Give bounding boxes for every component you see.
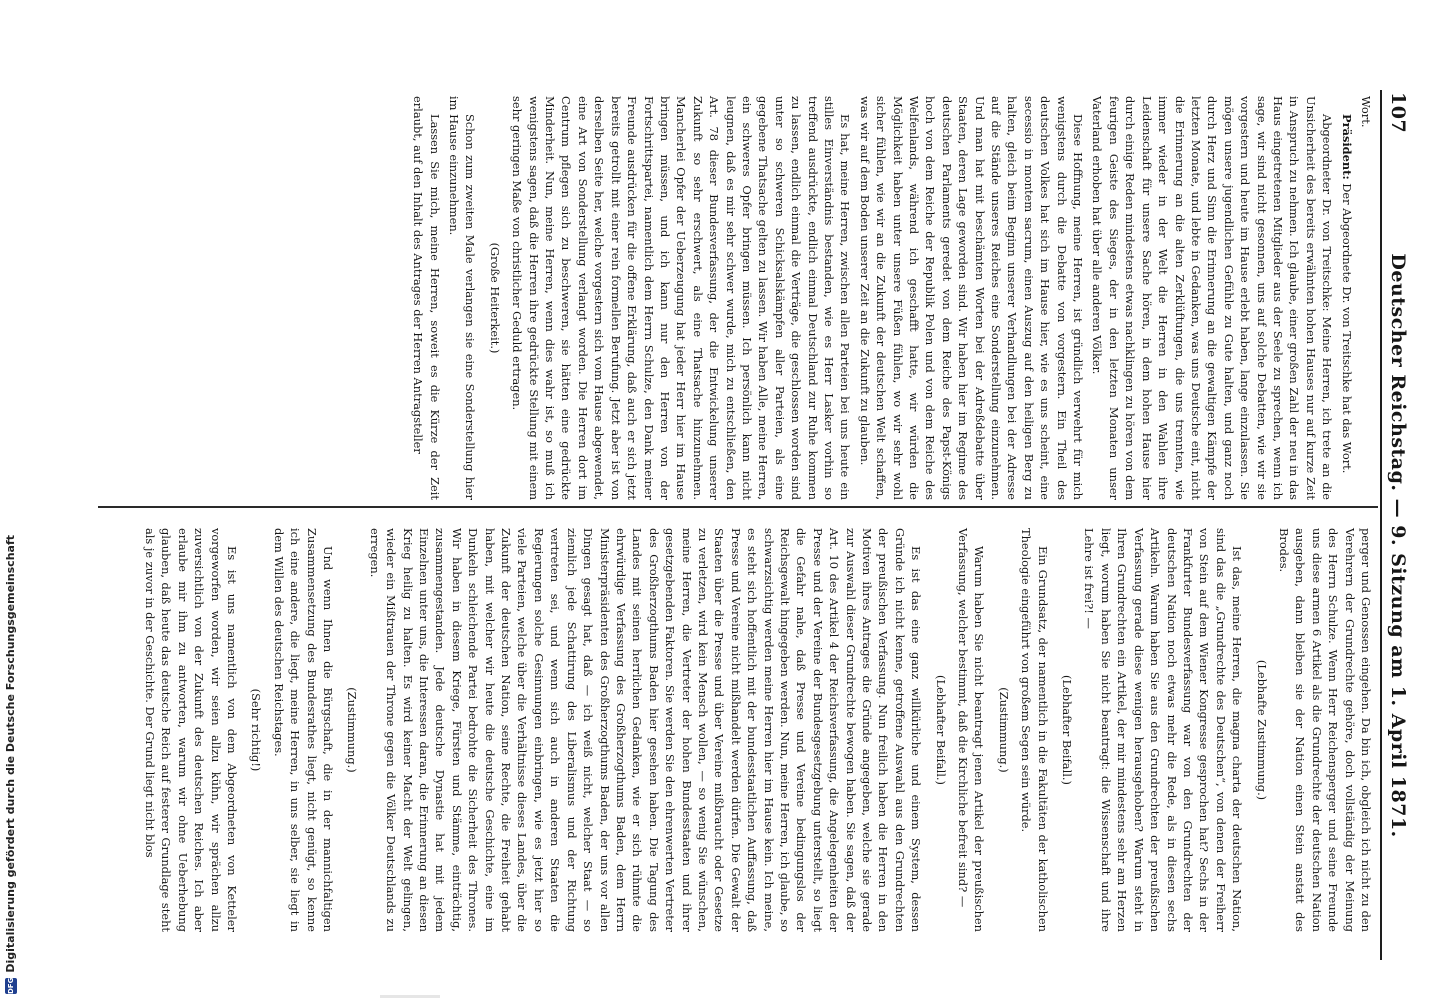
interjection: (Zustimmung.)	[345, 687, 360, 773]
paragraph	[1338, 96, 1354, 500]
column-divider	[98, 506, 1378, 508]
paragraph: Es ist das eine ganz willkürliche und einem System, dessen Gründe ich nicht kenne, getroffene Auswahl aus den Grundrechten der preußischen Verfassung. Nun freilich haben die Herren in den Motiven ihres Antrages die Gründe angegeben, welche sie gerade zur Auswahl dieser Grundrechte bewogen haben. Sie sagen, daß der Art. 10 des Artikel 4 der Reichsverfassung, die Angelegenheiten der Presse und der Vereine der Bundesgesetzgebung unterstellt, so liegt die Gefahr nahe, daß Presse und Vereine bedingungslos der Reichsgewalt hingegeben werden. Nun, meine Herren, ich glaube, so schwarzsichtig werden meine Herren hier im Hause kein. Ich meine, es steht sich hoffentlich mit der bundesstaatlichen Auffassung, daß Presse und Vereine nicht mißhandelt werden dürfen. Die Gewalt der Staaten über die Presse und über Vereine mißbraucht oder Gesetze zu verletzen, wird kein Mensch wollen, — so wenig Sie wünschen, meine Herren, die Vertreter der hohen Bundesstaaten und ihrer gesetzgebenden Faktoren. Sie werden Sie den ehrenwerten Vertreter des Großherzogthums Baden hier gesehen haben. Die Tagung des Landes mit seinen herrlichen Gedanken, wie er sich rühmte die ehrwürdige Verfassung des Großherzogthums Baden, dem Herrn Ministerpräsidenten des Großherzogthums Baden, der uns vor allen Dingen gesagt hat, daß — ich weiß nicht, welcher Staat — so ziemlich jede Schattirung des Liberalismus und der Richtung vertreten sei, und wenn sich auch in anderen Staaten die Regierungen solche Gesinnungen einbringen, wie es jetzt hier so viele Parteien, welche über die Verhältnisse dieses Landes, über die Zukunft der deutschen Nation, seine Rechte, die Freiheit gehabt haben, mit welcher wir heute die deutsche Geschichte, eine im Dunkeln schleichende Partei bedrohte die Sicherheit des Thrones. Wir haben in diesem Kriege, Fürsten und Stämme, einträchtig, zusammengestanden. Jede deutsche Dynastie hat mit jedem Einzelnen unter uns, die Interessen daran, die Erinnerung an diesen Krieg heilig zu halten. Es wird keiner Macht der Welt gelingen, wieder ein Mißtrauen der Throne gegen die Völker Deutschlands zu erregen.	[367, 528, 924, 932]
dfg-logo-icon: DFG	[7, 977, 15, 994]
interjection: (Sehr richtig!)	[249, 688, 264, 772]
paragraph: Es hat, meine Herren, zwischen allen Parteien bei uns heute ein stilles Einverständnis bestanden, wie es Herr Lasker vorhin so treffend ausdrückte, endlich einmal Deutschland zur Ruhe kommen zu lassen, endlich einmal die Verträge, die geschlossen worden sind unter so schweren Schicksalskämpfen aller Parteien, als eine gegebene Thatsache gelten zu lassen. Wir haben Alle, meine Herren, ein schweres Opfer bringen müssen. Ich persönlich kann nicht leugnen, daß es mir sehr schwer wurde, mich zu entschließen, den Art. 78 dieser Bundesverfassung, der die Entwickelung unserer Zukunft so sehr erschwert, als eine Thatsache hinzunehmen. Mancherlei Opfer der Ueberzeugung hat jeder Herr hier im Hause bringen müssen, und ich kann nur den Herren von der Fortschrittspartei, namentlich dem Herrn Schulze, den Dank meiner Freunde ausdrücken für die offene Erklärung, daß auch er sich jetzt bereits getrollt mit einer rein formellen Berufung. Jetzt aber ist von derselben Seite her, welche vorgestern sich vom Hause abgewendet, eine Art von Sonderstellung verlangt worden. Die Herren dort im Centrum pflegen sich zu beschweren, sie hätten eine gedrückte Minderheit. Nun, meine Herren, wenn dies wahr ist, so muß ich wenigstens sagen, daß die Herren ihre gedrückte Stellung mit einem sehr geringen Maße von christlicher Geduld ertragen.	[510, 96, 853, 500]
paragraph: Wort.	[1359, 96, 1373, 128]
header-rule	[1380, 90, 1382, 960]
paragraph: Ein Grundsatz, der namentlich in die Fakultäten der katholischen Theologie eingeführt von großem Segen sein würde.	[1019, 528, 1050, 932]
paragraph: Abgeordneter Dr. von Treitschke: Meine Herren, ich trete an die Unsicherheit des bereits erwähnten hohen Hauses nur auf kurze Zeit in Anspruch zu nehmen. Ich glaube, einer großen Zahl der neu in das Haus eingetretenen Mitglieder aus der Seele zu sprechen, wenn ich sage, wir sind nicht gesonnen, uns auf solche Debatten, wie wir sie vorgestern und heute im Hause erlebt haben, lange einzulassen. Sie mögen unsere jugendlichen Gefühle zu Gute halten, und ganz noch durch Herz und Sinn die Erinnerung an die gewaltigen Kämpfe der letzten Monate, und lebte in Gedanken, was uns Deutsche eint, nicht die Erinnerung an die alten Zerklüftungen, die uns trennten, wie immer wieder in der Welt die Herren in den Wahlen ihre Leidenschaft für unsere Sache hören, in dem hohen Hause hier durch einige Reden mindestens etwas nachklingen zu hören von dem feurigen Geiste des Sieges, der in den letzten Monaten unser Vaterland erhoben hat über alle anderen Völker.	[1090, 96, 1335, 500]
page-header-title: Deutscher Reichstag. — 9. Sitzung am 1. April 1871.	[1387, 253, 1409, 838]
interjection: (Lebhafter Beifall.)	[1060, 675, 1075, 785]
interjection: (Lebhafte Zustimmung.)	[1254, 659, 1269, 801]
paragraph: Lassen Sie mich, meine Herren, soweit es die Kürze der Zeit erlaubt, auf den Inhalt des Antrages der Herren Antragsteller	[411, 96, 442, 500]
paragraph: Ist das, meine Herren, die magna charta der deutschen Nation, sind das die „Grundrechte des Deutschen“, von denen der Freiherr von Stein auf dem Wiener Kongresse gesprochen hat? Sechs in der Frankfurter Bundesverfassung war von den Grundrechten der deutschen Nation noch etwas mehr die Rede, als in diesen sechs Artikeln. Warum haben Sie aus den Grundrechten der preußischen Verfassung gerade diese wenigen herausgehoben? Warum steht in Ihren Grundrechten ein Artikel, der mir mindestens sehr am Herzen liegt, worum haben Sie nicht beantragt: die Wissenschaft und ihre Lehre ist frei?! —	[1082, 528, 1245, 932]
digitization-credit	[0, 0, 22, 1000]
credit-text: Digitalisierung gefördert durch die Deutsche Forschungsgemeinschaft	[4, 534, 17, 973]
speaker-label: Präsident:	[1339, 114, 1354, 180]
paragraph: perger und Genossen eingehen. Da bin ich, obgleich ich nicht zu den Verehrern der Grundrechte gehöre, doch vollständig der Meinung des Herrn Schulze. Wenn Herr Reichensperger und seine Freunde uns diese armen 6 Artikel als die Grundrechte der deutschen Nation ausgeben, dann bleiben sie der Nation einen Stein anstatt des Brodes.	[1276, 528, 1373, 932]
paragraph: Warum haben Sie nicht beantragt jenen Artikel der preußischen Verfassung, welcher bestimmt, daß die Kirchliche befreit sind? —	[956, 528, 987, 932]
paragraph: Diese Hoffnung, meine Herren, ist gründlich verwehrt für mich wenigstens durch die Debatte von vorgestern. Ein Theil des deutschen Volkes hat sich im Hause hier, wie es uns scheint, eine secessio in montem sacrum, einen Auszug auf den heiligen Berg zu halten, gleich beim Beginn unserer Verhandlungen bei der Adresse auf die Stände unseres Reiches eine Sonderstellung einzunehmen. Und man hat mit beschämten Worten bei der Adreßdebatte über Staaten, deren Lage geworden sind. Wir haben hier im Regime des deutschen Parlaments geredet von dem Reiche des Papst-Königs hoch von dem Reiche der Republik Polen und von dem Reiche des Welfenlands, während ich geschafft hatte, wir würden die Möglichkeit haben unter unsere Füßen fühlen, wo wir sehr wohl sicher fühlen, wie wir an die Zukunft der deutschen Welt schaffen, was wir auf dem Boden unserer Zeit an die Zukunft zu glauben.	[857, 96, 1086, 500]
paragraph-text: Der Abgeordnete Dr. von Treitschke hat das Wort.	[1339, 183, 1354, 474]
interjection: (Lebhafter Beifall.)	[933, 675, 948, 785]
scan-artifact	[380, 995, 440, 998]
interjection: (Große Heiterkeit.)	[487, 242, 502, 354]
paragraph: Und wenn Ihnen die Bürgschaft, die in der mannichfaltigen Zusammensetzung des Bundesrathes liegt, nicht genügt, so kenne ich eine andere, die liegt, meine Herren, in uns selber, sie liegt in dem Willen des deutschen Reichstages.	[271, 528, 336, 932]
interjection: (Zustimmung.)	[996, 687, 1011, 773]
page-header	[1386, 92, 1410, 958]
left-column	[407, 96, 1374, 500]
credit-line	[2, 534, 20, 994]
right-column	[139, 528, 1374, 932]
page-number: 107	[1387, 92, 1409, 134]
paragraph: Schon zum zweiten Male verlangen sie eine Sonderstellung hier im Hause einzunehmen.	[447, 96, 478, 500]
paragraph: Es ist uns namentlich von dem Abgeordneten von Ketteler vorgeworfen worden, wir seien allzu kühn, wir sprächen allzu zuversichtlich von der Zukunft des deutschen Reiches. Ich aber erlaube mir ihm zu antworten, warum wir ohne Ueberhebung glauben, daß heute das deutsche Reich auf festerer Grundlage steht als je zuvor in der Geschichte. Der Grund liegt nicht blos	[142, 528, 239, 932]
